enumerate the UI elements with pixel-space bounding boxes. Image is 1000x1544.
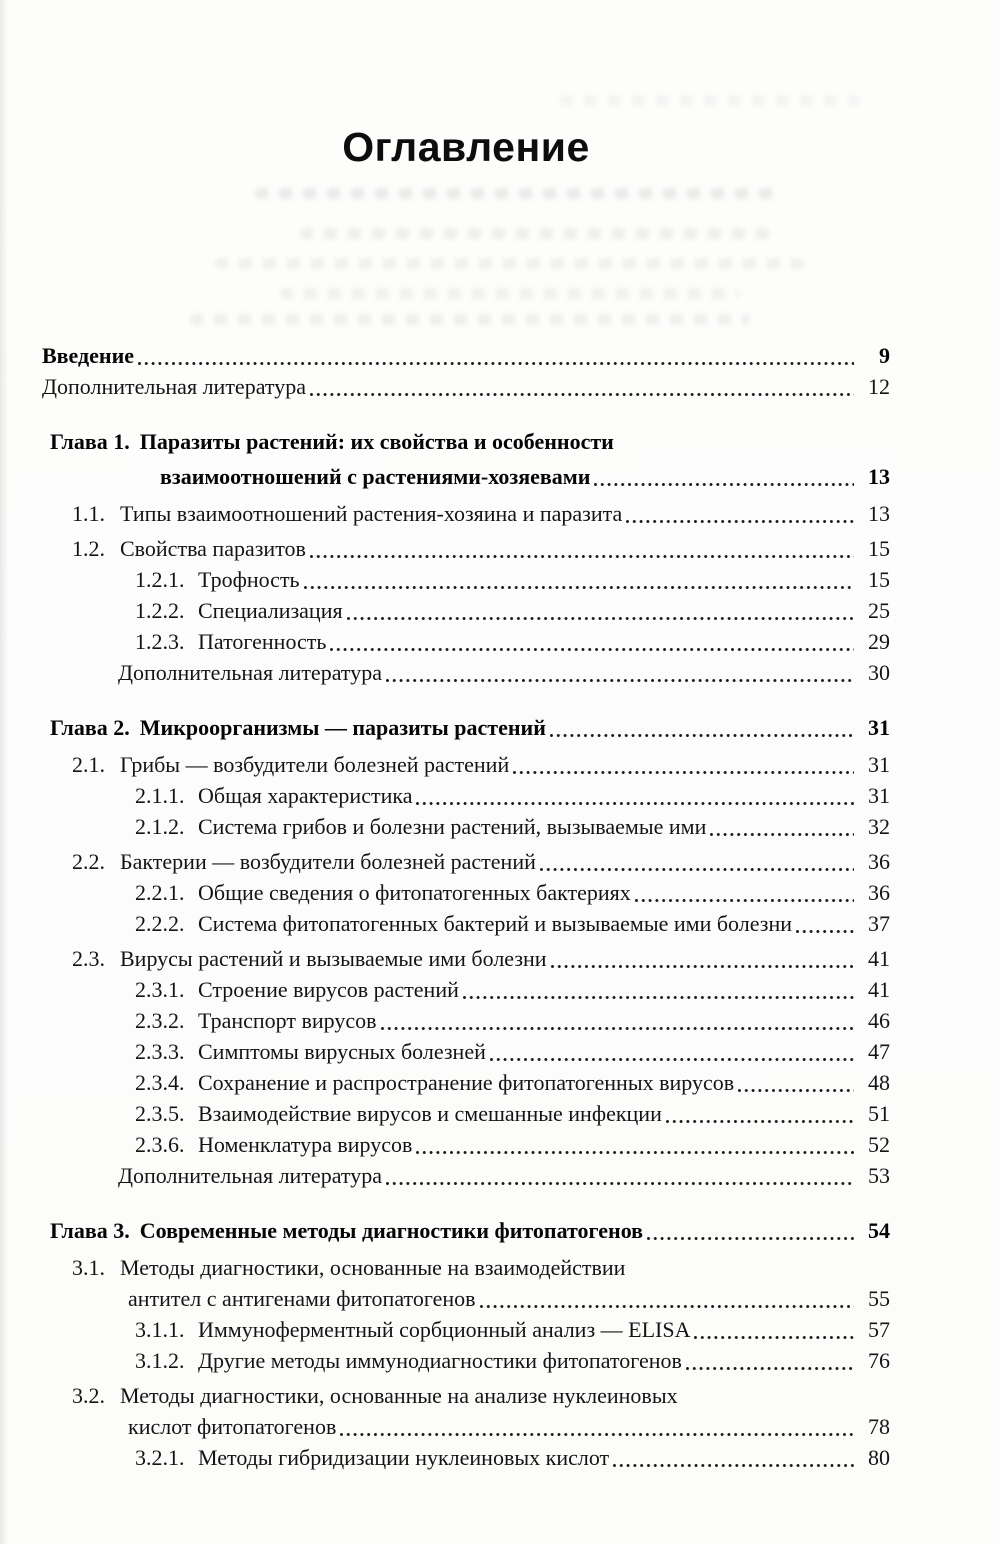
page-number: 12 bbox=[868, 374, 890, 399]
page-number: 52 bbox=[868, 1132, 890, 1157]
entry-number: Глава 3. bbox=[50, 1218, 130, 1243]
toc-entry bbox=[42, 595, 890, 626]
leader-dots bbox=[306, 533, 856, 564]
page-number: 32 bbox=[868, 814, 890, 839]
page-number: 41 bbox=[868, 946, 890, 971]
entry-title: Паразиты растений: их свойства и особенности bbox=[139, 429, 614, 454]
entry-number: 3.1.1. bbox=[135, 1317, 185, 1342]
toc-entry bbox=[42, 780, 890, 811]
page-number: 37 bbox=[868, 911, 890, 936]
toc-entry bbox=[42, 943, 890, 974]
leader-dots bbox=[382, 657, 856, 688]
entry-number: 3.1. bbox=[72, 1255, 105, 1280]
leader-dots bbox=[643, 1213, 856, 1248]
page-number: 54 bbox=[868, 1218, 890, 1243]
leader-dots bbox=[662, 1098, 856, 1129]
entry-number: 2.3.5. bbox=[135, 1101, 185, 1126]
page-number: 46 bbox=[868, 1008, 890, 1033]
entry-title: Дополнительная литература bbox=[118, 660, 382, 685]
leader-dots bbox=[343, 595, 856, 626]
entry-number: 2.2. bbox=[72, 849, 105, 874]
toc-entry bbox=[42, 564, 890, 595]
entry-number: 3.1.2. bbox=[135, 1348, 185, 1373]
toc-entry bbox=[42, 1005, 890, 1036]
entry-title: Система фитопатогенных бактерий и вызываемые ими болезни bbox=[198, 911, 793, 936]
entry-number: 2.1. bbox=[72, 752, 105, 777]
entry-number: 2.3.6. bbox=[135, 1132, 185, 1157]
toc-entry bbox=[42, 1067, 890, 1098]
entry-number: 2.2.1. bbox=[135, 880, 185, 905]
entry-number: 1.1. bbox=[72, 501, 105, 526]
leader-dots bbox=[547, 943, 856, 974]
leader-dots bbox=[412, 1129, 856, 1160]
entry-title: Система грибов и болезни растений, вызываемые ими bbox=[198, 814, 707, 839]
page-number: 15 bbox=[868, 536, 890, 561]
page-number: 9 bbox=[879, 343, 890, 368]
leader-dots bbox=[412, 780, 856, 811]
leader-dots bbox=[609, 1442, 856, 1473]
leader-dots bbox=[326, 626, 856, 657]
entry-title: Методы диагностики, основанные на анализе нуклеиновых bbox=[120, 1383, 678, 1408]
toc-entry bbox=[42, 533, 890, 564]
leader-dots bbox=[336, 1411, 856, 1442]
entry-number: 2.3.3. bbox=[135, 1039, 185, 1064]
toc-entry bbox=[42, 1036, 890, 1067]
leader-dots bbox=[382, 1160, 856, 1191]
entry-number: 3.2.1. bbox=[135, 1445, 185, 1470]
page-number: 76 bbox=[868, 1348, 890, 1373]
leader-dots bbox=[690, 1314, 856, 1345]
entry-number: 2.3.1. bbox=[135, 977, 185, 1002]
toc-entry bbox=[42, 498, 890, 529]
leader-dots bbox=[377, 1005, 856, 1036]
entry-title: Грибы — возбудители болезней растений bbox=[120, 752, 510, 777]
bleed-through-artifact bbox=[215, 258, 805, 269]
leader-dots bbox=[590, 459, 856, 494]
leader-dots bbox=[509, 749, 856, 780]
entry-title: Номенклатура вирусов bbox=[198, 1132, 413, 1157]
toc-entry bbox=[42, 710, 890, 745]
toc-entry bbox=[42, 340, 890, 371]
page-title: Оглавление bbox=[342, 124, 590, 170]
page-number: 80 bbox=[868, 1445, 890, 1470]
toc bbox=[42, 340, 890, 1473]
entry-title: Патогенность bbox=[198, 629, 327, 654]
entry-title: антител с антигенами фитопатогенов bbox=[128, 1286, 476, 1311]
entry-title: Дополнительная литература bbox=[118, 1163, 382, 1188]
entry-number: 2.2.2. bbox=[135, 911, 185, 936]
toc-entry bbox=[42, 877, 890, 908]
entry-title: Взаимодействие вирусов и смешанные инфекции bbox=[198, 1101, 662, 1126]
entry-number: 2.1.1. bbox=[135, 783, 185, 808]
toc-entry bbox=[42, 1213, 890, 1248]
entry-title: Введение bbox=[42, 343, 135, 368]
entry-title: Вирусы растений и вызываемые ими болезни bbox=[120, 946, 547, 971]
bleed-through-artifact bbox=[300, 228, 770, 239]
page-number: 31 bbox=[868, 715, 890, 740]
toc-entry bbox=[42, 626, 890, 657]
page-number: 25 bbox=[868, 598, 890, 623]
entry-title: Транспорт вирусов bbox=[198, 1008, 377, 1033]
toc-entry bbox=[42, 846, 890, 877]
entry-number: 1.2.2. bbox=[135, 598, 185, 623]
leader-dots bbox=[631, 877, 856, 908]
page-number: 57 bbox=[868, 1317, 890, 1342]
toc-entry bbox=[42, 1314, 890, 1345]
toc-entry bbox=[42, 811, 890, 842]
entry-title: Сохранение и распространение фитопатогенных вирусов bbox=[198, 1070, 735, 1095]
entry-title: Свойства паразитов bbox=[120, 536, 306, 561]
entry-title: Методы гибридизации нуклеиновых кислот bbox=[198, 1445, 610, 1470]
page-number: 30 bbox=[868, 660, 890, 685]
toc-entry bbox=[42, 749, 890, 780]
entry-title: Типы взаимоотношений растения-хозяина и паразита bbox=[120, 501, 623, 526]
entry-number: 1.2.3. bbox=[135, 629, 185, 654]
toc-entry bbox=[42, 371, 890, 402]
entry-title: Симптомы вирусных болезней bbox=[198, 1039, 486, 1064]
entry-title: Общая характеристика bbox=[198, 783, 413, 808]
toc-entry bbox=[42, 1442, 890, 1473]
leader-dots bbox=[476, 1283, 856, 1314]
page-number: 41 bbox=[868, 977, 890, 1002]
page-number: 31 bbox=[868, 752, 890, 777]
entry-number: 2.1.2. bbox=[135, 814, 185, 839]
leader-dots bbox=[536, 846, 856, 877]
leader-dots bbox=[459, 974, 856, 1005]
toc-entry bbox=[42, 1098, 890, 1129]
toc-entry bbox=[42, 1345, 890, 1376]
entry-number: Глава 1. bbox=[50, 429, 130, 454]
toc-entry bbox=[42, 974, 890, 1005]
entry-title: Трофность bbox=[198, 567, 300, 592]
page-number: 31 bbox=[868, 783, 890, 808]
toc-entry bbox=[42, 1380, 890, 1442]
entry-number: Глава 2. bbox=[50, 715, 130, 740]
toc-entry bbox=[42, 657, 890, 688]
entry-title: Микроорганизмы — паразиты растений bbox=[139, 715, 546, 740]
toc-entry bbox=[42, 1129, 890, 1160]
page-number: 47 bbox=[868, 1039, 890, 1064]
bleed-through-artifact bbox=[190, 314, 750, 325]
entry-title: Общие сведения о фитопатогенных бактериях bbox=[198, 880, 631, 905]
bleed-through-artifact bbox=[255, 188, 775, 199]
entry-title: Иммуноферментный сорбционный анализ — ELISA bbox=[198, 1317, 691, 1342]
page-number: 13 bbox=[868, 501, 890, 526]
entry-title: Бактерии — возбудители болезней растений bbox=[120, 849, 536, 874]
entry-title: взаимоотношений с растениями-хозяевами bbox=[160, 464, 591, 489]
entry-title: кислот фитопатогенов bbox=[128, 1414, 337, 1439]
entry-number: 1.2. bbox=[72, 536, 105, 561]
entry-number: 2.3.2. bbox=[135, 1008, 185, 1033]
page-edge-shadow bbox=[0, 0, 8, 1544]
entry-number: 2.3.4. bbox=[135, 1070, 185, 1095]
toc-entry bbox=[42, 1160, 890, 1191]
leader-dots bbox=[306, 371, 856, 402]
leader-dots bbox=[134, 340, 856, 371]
leader-dots bbox=[300, 564, 856, 595]
page-number: 48 bbox=[868, 1070, 890, 1095]
page-number: 51 bbox=[868, 1101, 890, 1126]
page-number: 55 bbox=[868, 1286, 890, 1311]
entry-title: Специализация bbox=[198, 598, 343, 623]
toc-entry bbox=[42, 1252, 890, 1314]
leader-dots bbox=[622, 498, 856, 529]
page-number: 36 bbox=[868, 849, 890, 874]
entry-title: Методы диагностики, основанные на взаимодействии bbox=[120, 1255, 626, 1280]
entry-title: Другие методы иммунодиагностики фитопатогенов bbox=[198, 1348, 682, 1373]
entry-number: 2.3. bbox=[72, 946, 105, 971]
page-number: 78 bbox=[868, 1414, 890, 1439]
leader-dots bbox=[486, 1036, 856, 1067]
page-number: 53 bbox=[868, 1163, 890, 1188]
leader-dots bbox=[546, 710, 856, 745]
leader-dots bbox=[792, 908, 856, 939]
page-number: 29 bbox=[868, 629, 890, 654]
entry-title: Современные методы диагностики фитопатогенов bbox=[139, 1218, 644, 1243]
leader-dots bbox=[706, 811, 856, 842]
page-number: 36 bbox=[868, 880, 890, 905]
page-number: 13 bbox=[868, 464, 890, 489]
entry-number: 1.2.1. bbox=[135, 567, 185, 592]
entry-title: Строение вирусов растений bbox=[198, 977, 459, 1002]
entry-number: 3.2. bbox=[72, 1383, 105, 1408]
page-number: 15 bbox=[868, 567, 890, 592]
toc-entry bbox=[42, 908, 890, 939]
leader-dots bbox=[734, 1067, 856, 1098]
bleed-through-artifact bbox=[280, 288, 740, 299]
leader-dots bbox=[682, 1345, 856, 1376]
toc-entry bbox=[42, 424, 890, 494]
entry-title: Дополнительная литература bbox=[42, 374, 306, 399]
